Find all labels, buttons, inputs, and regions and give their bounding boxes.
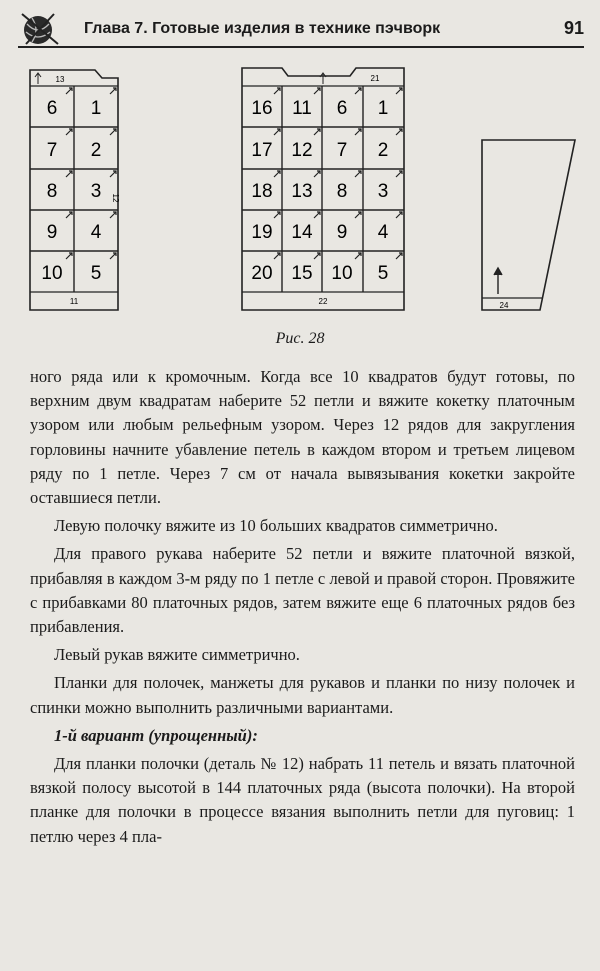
square-8: 8 (46, 181, 58, 202)
chapter-title: Глава 7. Готовые изделия в технике пэчворк (84, 20, 441, 37)
paragraph-5: Планки для полочек, манжеты для рукавов и планки по низу полочек и спинки можно выполнить различными вариантами. (30, 673, 575, 717)
square-13: 13 (291, 181, 313, 202)
figure-caption: Рис. 28 (275, 330, 325, 347)
label-21: 21 (370, 74, 380, 83)
square-5: 5 (90, 263, 102, 284)
square-12: 12 (291, 140, 313, 161)
sleeve-panel (482, 140, 575, 310)
square-2: 2 (90, 140, 102, 161)
back-panel (242, 68, 404, 310)
square-7b: 7 (336, 140, 348, 161)
square-2b: 2 (377, 140, 389, 161)
square-11: 11 (292, 98, 312, 119)
label-13: 13 (55, 75, 65, 84)
square-3b: 3 (377, 181, 389, 202)
square-4b: 4 (377, 222, 389, 243)
paragraph-2: Левую полочку вяжите из 10 больших квадратов симметрично. (54, 516, 498, 536)
square-1: 1 (90, 98, 102, 119)
square-7: 7 (46, 140, 58, 161)
square-6b: 6 (336, 98, 348, 119)
label-22: 22 (318, 297, 328, 306)
square-8b: 8 (336, 181, 348, 202)
square-10: 10 (41, 263, 63, 284)
label-12: 12 (111, 193, 120, 203)
variant-heading: 1-й вариант (упрощенный): (54, 725, 258, 745)
square-3: 3 (90, 181, 102, 202)
square-18: 18 (251, 181, 273, 202)
square-4: 4 (90, 222, 102, 243)
square-17: 17 (251, 140, 273, 161)
square-1b: 1 (377, 98, 389, 119)
label-24: 24 (499, 301, 509, 310)
square-14: 14 (291, 222, 313, 243)
square-15: 15 (291, 263, 313, 284)
yarn-ball-icon (18, 12, 66, 46)
square-9: 9 (46, 222, 58, 243)
body-text (30, 365, 575, 853)
figure-28-pattern-diagram (20, 58, 580, 318)
label-11: 11 (69, 297, 79, 306)
square-9b: 9 (336, 222, 348, 243)
page-header (18, 12, 584, 48)
paragraph-1: ного ряда или к кромочным. Когда все 10 квадратов будут готовы, по верхним двум квадратам наберите 52 петли и вяжите кокетку платочным узором или любым рельефным узором. Через 12 рядов для закругления горловины начните убавление петель в каждом втором и третьем лицевом ряду по 1 петле. Через 7 см от начала вывязывания кокетки закройте оставшиеся петли. (30, 367, 575, 508)
square-16: 16 (251, 98, 273, 119)
paragraph-3: Для правого рукава наберите 52 петли и вяжите платочной вязкой, прибавляя в каждом 3-м ряду по 1 петле с левой и правой сторон. Провяжите с прибавками 80 платочных рядов, затем вяжите еще 6 платочных рядов без прибавления. (30, 544, 575, 637)
paragraph-7: Для планки полочки (деталь № 12) набрать 11 петель и вязать платочной вязкой полосу высотой в 144 платочных ряда (высота полочки). На второй планке для полочки в процессе вязания выполнить петли для пуговиц: 1 петлю через 4 пла- (30, 754, 575, 846)
page-number: 91 (563, 18, 584, 38)
square-10b: 10 (331, 263, 353, 284)
left-front-panel (30, 70, 120, 310)
square-20: 20 (251, 263, 273, 284)
square-19: 19 (251, 222, 273, 243)
square-5b: 5 (377, 263, 389, 284)
square-6: 6 (46, 98, 58, 119)
paragraph-4: Левый рукав вяжите симметрично. (54, 645, 300, 665)
